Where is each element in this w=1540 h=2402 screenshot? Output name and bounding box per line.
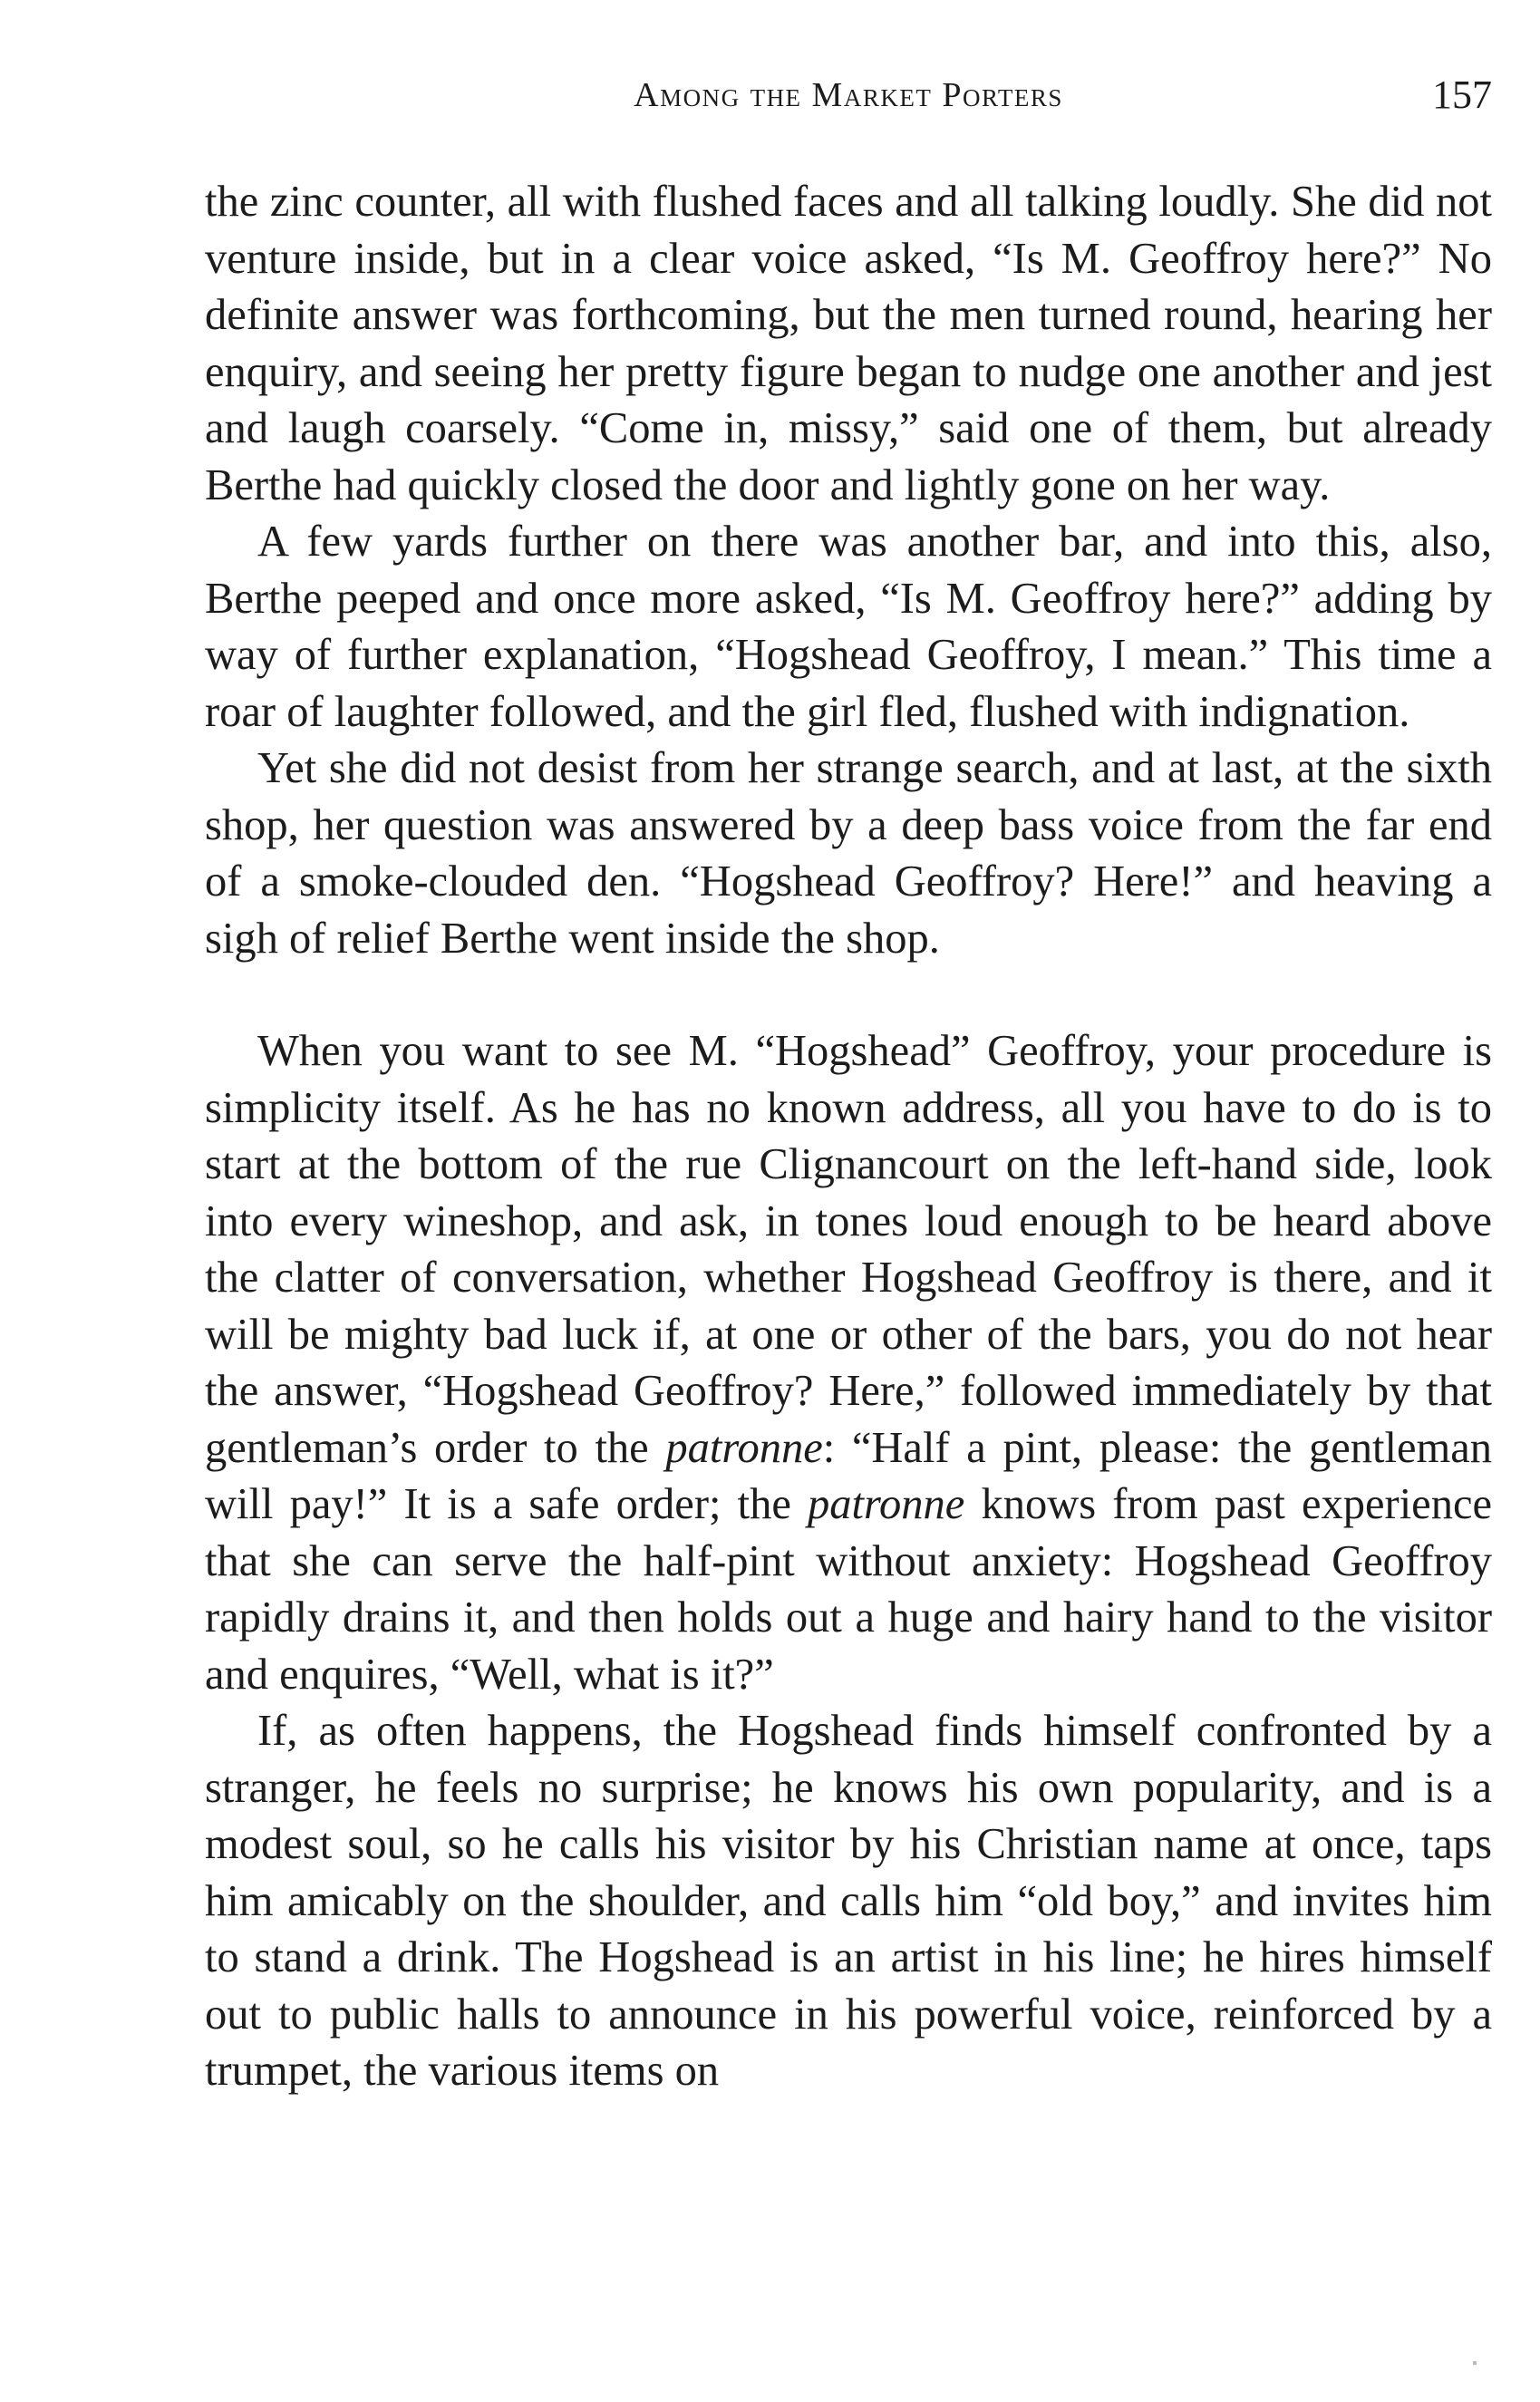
paragraph-4-part-a: When you want to see M. “Hogshead” Geoffroy, your procedure is simplicity itself. As he has no known address, all you have to do is to start at the bottom of the rue Clignancourt on the left-hand side, look into every wineshop, and ask, in tones loud enough to be heard above the clatter of conversation, whether Hogshead Geoffroy is there, and it will be mighty bad luck if, at one or other of the bars, you do not hear the answer, “Hogshead Geoffroy? Here,” followed immediately by that gentleman’s order to the <box>205 1027 1492 1472</box>
body-text <box>205 174 1492 2100</box>
paragraph-2: A few yards further on there was another bar, and into this, also, Berthe peeped and once more asked, “Is M. Geoffroy here?” adding by way of further explanation, “Hogshead Geoffroy, I mean.” This time a roar of laughter followed, and the girl fled, flushed with indignation. <box>205 518 1492 736</box>
section-break <box>205 967 1492 1023</box>
paragraph-5: If, as often happens, the Hogshead finds himself confronted by a stranger, he feels no surprise; he knows his own popularity, and is a modest soul, so he calls his visitor by his Christian name at once, taps him amicably on the shoulder, and calls him “old boy,” and invites him to stand a drink. The Hogshead is an artist in his line; he hires himself out to public halls to announce in his powerful voice, reinforced by a trumpet, the various items on <box>205 1707 1492 2095</box>
paragraph-3: Yet she did not desist from her strange search, and at last, at the sixth shop, her question was answered by a deep bass voice from the far end of a smoke-clouded den. “Hogshead Geoffroy? Here!” and heaving a sigh of relief Berthe went inside the shop. <box>205 744 1492 963</box>
paragraph-4-italic-b: patronne <box>808 1480 965 1528</box>
scan-mark <box>1473 2361 1477 2365</box>
paragraph-1: the zinc counter, all with flushed faces and all talking loudly. She did not venture inside, but in a clear voice asked, “Is M. Geoffroy here?” No definite answer was forthcoming, but the men turned round, hearing her enquiry, and seeing her pretty figure began to nudge one another and jest and laugh coarsely. “Come in, missy,” said one of them, but already Berthe had quickly closed the door and lightly gone on her way. <box>205 178 1492 509</box>
page-number: 157 <box>1432 73 1492 117</box>
paragraph-4-italic-a: patronne <box>665 1423 823 1472</box>
paragraph-4 <box>205 1023 1492 1703</box>
paragraph-4-part-b: : “Half a pint, please: the gentleman will pay!” It is a safe order; the <box>205 1423 1492 1528</box>
running-head <box>205 63 1492 127</box>
paragraph-4-part-c: knows from past experience that she can serve the half-pint without anxiety: Hogshead Geoffroy rapidly drains it, and then holds out a huge and hairy hand to the visitor and enquires, “Well, what is it?” <box>205 1480 1492 1699</box>
running-title: Among the Market Porters <box>634 76 1063 114</box>
